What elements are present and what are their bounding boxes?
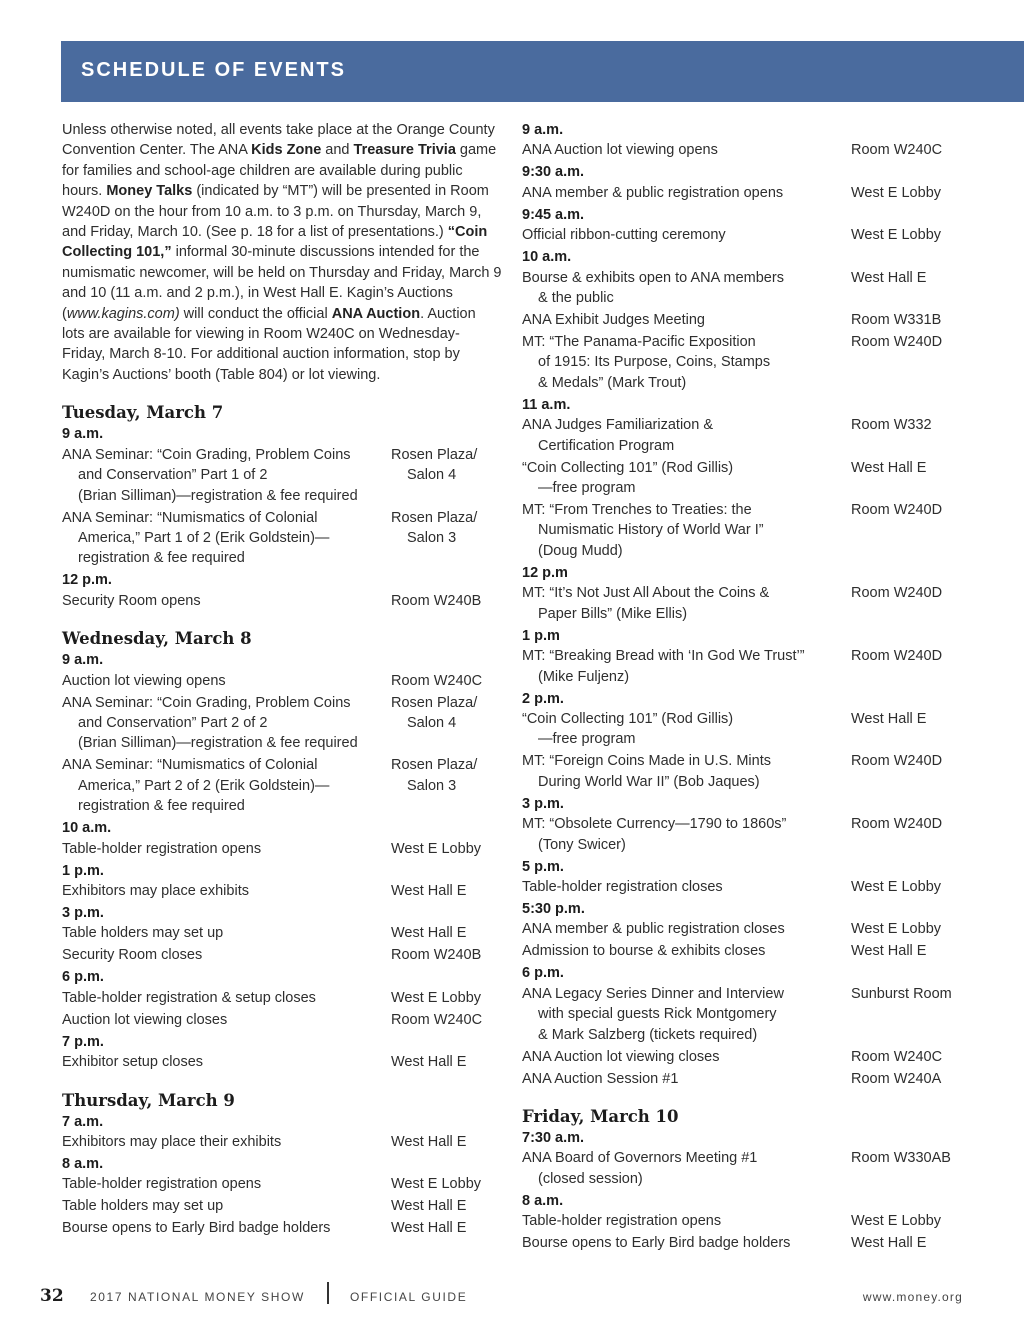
day-section — [522, 120, 982, 1089]
day-heading: Wednesday, March 8 — [62, 629, 252, 649]
event-description-line: America,” Part 1 of 2 (Erik Goldstein)— — [78, 529, 330, 546]
event-description-line: ANA Auction Session #1 — [522, 1070, 679, 1087]
event-row — [522, 751, 982, 792]
event-description — [522, 1211, 851, 1231]
event-description-line: Table holders may set up — [62, 925, 224, 942]
event-description-line: (closed session) — [538, 1170, 643, 1187]
event-description-line: registration & fee required — [78, 798, 245, 815]
event-description-line: Auction lot viewing opens — [62, 672, 226, 689]
event-description — [522, 183, 851, 203]
event-location — [391, 881, 502, 901]
event-description — [522, 646, 851, 687]
event-row — [62, 591, 502, 611]
event-location — [851, 1148, 982, 1189]
event-location-line: West Hall E — [391, 1054, 467, 1071]
event-location — [391, 1132, 502, 1152]
event-row — [522, 415, 982, 456]
event-description — [522, 1148, 851, 1189]
event-description — [62, 1174, 391, 1194]
event-description — [522, 225, 851, 245]
event-description-line: MT: “It’s Not Just All About the Coins & — [522, 585, 770, 602]
event-description — [522, 751, 851, 792]
time-heading: 7 p.m. — [62, 1033, 104, 1050]
event-description — [522, 583, 851, 624]
event-location-line: West Hall E — [851, 710, 927, 727]
event-location-line: Sunburst Room — [851, 985, 952, 1002]
event-description-line: ANA Exhibit Judges Meeting — [522, 312, 705, 329]
time-heading: 1 p.m — [522, 627, 560, 644]
event-location-line: Rosen Plaza/ — [391, 446, 478, 463]
event-description-line: Table-holder registration opens — [62, 1176, 262, 1193]
event-description-line: ANA Seminar: “Numismatics of Colonial — [62, 509, 318, 526]
left-column — [62, 120, 502, 1240]
event-description — [62, 1132, 391, 1152]
event-location-line: West Hall E — [391, 1134, 467, 1150]
event-location — [391, 508, 502, 569]
day-heading: Friday, March 10 — [522, 1106, 679, 1126]
event-description-line: Bourse & exhibits open to ANA members — [522, 269, 784, 286]
time-heading: 5:30 p.m. — [522, 900, 585, 917]
event-description-line: MT: “Breaking Bread with ‘In God We Trust’” — [522, 648, 805, 665]
time-heading: 11 a.m. — [522, 396, 571, 413]
event-location-line: West E Lobby — [851, 878, 942, 895]
intro-link-kagins[interactable]: www.kagins.com) — [66, 305, 180, 322]
event-description — [62, 755, 391, 816]
event-location — [391, 1052, 502, 1072]
event-location — [391, 988, 502, 1008]
event-location — [851, 140, 982, 160]
event-location — [391, 671, 502, 691]
time-heading: 10 a.m. — [522, 249, 572, 266]
event-location-line: Room W240C — [851, 142, 943, 159]
event-row — [522, 814, 982, 855]
intro-bold-money-talks: Money Talks — [106, 183, 193, 200]
event-location-line: West E Lobby — [851, 1213, 942, 1230]
event-description — [522, 332, 851, 393]
event-location-line: West E Lobby — [391, 840, 482, 857]
time-heading: 8 a.m. — [522, 1192, 564, 1209]
event-location-line: Room W240D — [851, 816, 943, 833]
event-description-line: & Medals” (Mark Trout) — [538, 374, 687, 391]
event-description-line: ANA Seminar: “Coin Grading, Problem Coins — [62, 694, 351, 711]
official-guide-label: OFFICIAL GUIDE — [350, 1290, 468, 1304]
event-location-line: West E Lobby — [851, 921, 942, 938]
event-description-line: ANA Auction lot viewing opens — [522, 142, 718, 159]
event-location-line: Salon 4 — [407, 714, 457, 731]
time-heading: 12 p.m — [522, 564, 568, 581]
event-location-line: Rosen Plaza/ — [391, 509, 478, 526]
event-description — [522, 1233, 851, 1253]
time-heading: 9:30 a.m. — [522, 164, 585, 181]
event-location — [391, 1196, 502, 1216]
event-description-line: MT: “Foreign Coins Made in U.S. Mints — [522, 753, 771, 770]
event-description-line: During World War II” (Bob Jaques) — [538, 773, 760, 790]
event-location — [851, 877, 982, 897]
event-description — [522, 458, 851, 499]
day-section — [62, 1091, 502, 1239]
event-description-line: ANA Legacy Series Dinner and Interview — [522, 985, 784, 1002]
event-description — [62, 881, 391, 901]
event-description-line: Exhibitors may place their exhibits — [62, 1134, 282, 1150]
event-location-line: Room W240A — [851, 1070, 942, 1087]
event-location — [391, 923, 502, 943]
event-description-line: and Conservation” Part 1 of 2 — [78, 467, 268, 484]
event-row — [522, 877, 982, 897]
event-location-line: Room W331B — [851, 312, 942, 329]
event-location — [851, 268, 982, 309]
event-description-line: Table-holder registration closes — [522, 878, 723, 895]
time-heading: 9:45 a.m. — [522, 206, 585, 223]
event-description-line: Security Room opens — [62, 592, 201, 609]
event-row — [62, 1132, 502, 1152]
event-description-line: Exhibitors may place exhibits — [62, 882, 249, 899]
event-row — [62, 508, 502, 569]
event-location-line: Room W332 — [851, 417, 932, 434]
event-row — [522, 1047, 982, 1067]
event-row — [522, 183, 982, 203]
time-heading: 10 a.m. — [62, 820, 112, 837]
event-description-line: & the public — [538, 290, 614, 307]
page-title: SCHEDULE OF EVENTS — [81, 59, 346, 81]
time-heading: 5 p.m. — [522, 858, 564, 875]
event-location — [851, 458, 982, 499]
event-row — [62, 1010, 502, 1030]
event-location-line: Room W240C — [391, 672, 483, 689]
event-location — [851, 751, 982, 792]
footer-divider — [327, 1282, 329, 1304]
event-description-line: —free program — [538, 480, 636, 497]
event-row — [62, 755, 502, 816]
website-link[interactable]: www.money.org — [862, 1290, 963, 1304]
event-description-line: ANA Seminar: “Coin Grading, Problem Coins — [62, 446, 351, 463]
event-location — [391, 945, 502, 965]
event-description-line: ANA Board of Governors Meeting #1 — [522, 1150, 758, 1167]
event-description — [522, 415, 851, 456]
event-row — [62, 693, 502, 754]
event-row — [62, 445, 502, 506]
event-description-line: Numismatic History of World War I” — [538, 522, 764, 539]
event-description — [62, 988, 391, 1008]
event-row — [62, 945, 502, 965]
event-row — [522, 268, 982, 309]
event-location-line: West Hall E — [851, 459, 927, 476]
event-description-line: (Tony Swicer) — [538, 836, 626, 853]
left-schedule — [62, 403, 502, 1239]
event-description — [522, 268, 851, 309]
time-heading: 3 p.m. — [522, 795, 564, 812]
event-location-line: Salon 4 — [407, 467, 457, 484]
time-heading: 9 a.m. — [62, 426, 104, 443]
intro-text: and — [321, 142, 354, 159]
time-heading: 6 p.m. — [62, 969, 104, 986]
event-description — [62, 839, 391, 859]
publication-name: 2017 NATIONAL MONEY SHOW — [90, 1290, 305, 1304]
intro-text: . Auction lots are available for viewing in Room W240C on Wednesday-Friday, March 8-10. For additional auction information, stop by Kagin’s Auctions’ booth (Table 804) or lot viewing. — [62, 305, 476, 383]
event-location-line: Room W240B — [391, 592, 482, 609]
event-location — [851, 1069, 982, 1089]
event-description-line: (Doug Mudd) — [538, 542, 623, 559]
event-description-line: ANA member & public registration closes — [522, 921, 785, 938]
event-location — [391, 755, 502, 816]
event-location-line: Rosen Plaza/ — [391, 757, 478, 774]
time-heading: 12 p.m. — [62, 572, 112, 589]
time-heading: 9 a.m. — [522, 122, 564, 138]
event-row — [62, 1174, 502, 1194]
day-heading: Thursday, March 9 — [62, 1090, 235, 1110]
event-description-line: registration & fee required — [78, 550, 245, 567]
event-location — [391, 1218, 502, 1238]
event-description-line: Table-holder registration & setup closes — [62, 989, 316, 1006]
day-section — [522, 1107, 982, 1254]
event-row — [522, 310, 982, 330]
event-row — [522, 583, 982, 624]
event-description-line: Official ribbon-cutting ceremony — [522, 227, 726, 244]
event-description-line: MT: “The Panama-Pacific Exposition — [522, 334, 756, 351]
event-location-line: West E Lobby — [851, 184, 942, 201]
event-description — [522, 140, 851, 160]
event-location — [851, 225, 982, 245]
intro-text: Unless otherwise noted, all events take place at the Orange County Convention Center. The ANA — [62, 122, 495, 159]
intro-text: game for families and school-age children are available during public hours. — [62, 142, 497, 200]
event-row — [522, 1211, 982, 1231]
event-location-line: West Hall E — [851, 269, 927, 286]
event-row — [522, 941, 982, 961]
event-location — [851, 583, 982, 624]
event-description — [522, 919, 851, 939]
event-description — [522, 877, 851, 897]
event-description-line: Admission to bourse & exhibits closes — [522, 943, 766, 960]
event-description — [62, 1218, 391, 1238]
event-location — [851, 984, 982, 1045]
event-description-line: Bourse opens to Early Bird badge holders — [522, 1235, 791, 1252]
event-description — [62, 1010, 391, 1030]
event-description-line: —free program — [538, 731, 636, 748]
intro-text: (indicated by “MT”) will be presented in Room W240D on the hour from 10 a.m. to 3 p.m. on Thursday, March 9, and Friday, March 10. (See p. 18 for a list of presentations.) — [62, 183, 489, 241]
event-row — [522, 1233, 982, 1253]
event-description — [522, 310, 851, 330]
event-description — [62, 445, 391, 506]
event-description-line: (Brian Silliman)—registration & fee required — [78, 487, 358, 504]
event-location-line: West Hall E — [391, 1220, 467, 1237]
event-description — [522, 984, 851, 1045]
event-location — [851, 919, 982, 939]
event-location-line: Salon 3 — [407, 529, 457, 546]
event-location-line: Salon 3 — [407, 777, 457, 794]
event-description-line: MT: “From Trenches to Treaties: the — [522, 502, 752, 519]
event-description-line: with special guests Rick Montgomery — [538, 1006, 777, 1023]
event-location — [851, 646, 982, 687]
event-location — [391, 445, 502, 506]
event-location — [391, 591, 502, 611]
event-location-line: Room W240D — [851, 585, 943, 602]
time-heading: 3 p.m. — [62, 904, 104, 921]
event-description — [62, 591, 391, 611]
event-location-line: Rosen Plaza/ — [391, 694, 478, 711]
event-location-line: Room W240D — [851, 753, 943, 770]
event-description — [62, 945, 391, 965]
event-description-line: Table-holder registration opens — [62, 840, 262, 857]
time-heading: 2 p.m. — [522, 690, 564, 707]
event-description — [522, 814, 851, 855]
event-location-line: West Hall E — [851, 1235, 927, 1252]
time-heading: 7 a.m. — [62, 1113, 104, 1130]
event-description — [522, 709, 851, 750]
intro-bold-treasure-trivia: Treasure Trivia — [353, 142, 456, 159]
event-location-line: Room W240B — [391, 947, 482, 964]
event-description-line: & Mark Salzberg (tickets required) — [538, 1026, 758, 1043]
event-description-line: Table holders may set up — [62, 1198, 224, 1215]
day-section — [62, 403, 502, 611]
event-description-line: and Conservation” Part 2 of 2 — [78, 714, 268, 731]
event-description — [62, 923, 391, 943]
right-column — [522, 120, 982, 1255]
event-location — [851, 183, 982, 203]
event-location-line: West Hall E — [391, 1198, 467, 1215]
event-location-line: West Hall E — [391, 882, 467, 899]
event-description-line: “Coin Collecting 101” (Rod Gillis) — [522, 459, 734, 476]
event-location-line: West Hall E — [391, 925, 467, 942]
event-description-line: (Mike Fuljenz) — [538, 668, 630, 685]
event-description — [522, 1069, 851, 1089]
event-location-line: West E Lobby — [391, 989, 482, 1006]
event-location-line: Room W330AB — [851, 1150, 951, 1167]
event-row — [62, 923, 502, 943]
event-description — [62, 671, 391, 691]
right-schedule — [522, 120, 982, 1254]
event-description — [62, 1052, 391, 1072]
event-row — [522, 1069, 982, 1089]
day-section — [62, 629, 502, 1072]
event-description-line: “Coin Collecting 101” (Rod Gillis) — [522, 710, 734, 727]
intro-paragraph — [62, 120, 502, 385]
event-row — [522, 458, 982, 499]
event-location — [851, 1211, 982, 1231]
event-location-line: Room W240C — [391, 1011, 483, 1028]
event-description-line: ANA Judges Familiarization & — [522, 417, 713, 434]
event-row — [522, 919, 982, 939]
page-number: 32 — [40, 1286, 64, 1306]
event-description-line: (Brian Silliman)—registration & fee required — [78, 735, 358, 752]
event-description — [62, 508, 391, 569]
event-description — [62, 693, 391, 754]
event-location-line: West E Lobby — [851, 227, 942, 244]
time-heading: 9 a.m. — [62, 652, 104, 669]
event-location — [851, 332, 982, 393]
event-row — [522, 225, 982, 245]
event-description — [522, 941, 851, 961]
event-description-line: of 1915: Its Purpose, Coins, Stamps — [538, 354, 771, 371]
event-location — [851, 814, 982, 855]
intro-text: will conduct the official — [179, 305, 332, 322]
footer — [0, 1286, 1024, 1310]
event-row — [522, 332, 982, 393]
event-row — [62, 988, 502, 1008]
header-banner — [61, 41, 1024, 102]
event-location — [851, 310, 982, 330]
event-description-line: Security Room closes — [62, 947, 203, 964]
event-description-line: Auction lot viewing closes — [62, 1011, 228, 1028]
event-description-line: ANA Auction lot viewing closes — [522, 1048, 720, 1065]
event-description-line: Paper Bills” (Mike Ellis) — [538, 605, 688, 622]
event-description — [522, 1047, 851, 1067]
event-location — [391, 1010, 502, 1030]
event-location — [851, 500, 982, 561]
event-location — [391, 693, 502, 754]
event-description — [522, 500, 851, 561]
event-location — [851, 709, 982, 750]
event-description-line: America,” Part 2 of 2 (Erik Goldstein)— — [78, 777, 330, 794]
event-row — [62, 1218, 502, 1238]
event-row — [522, 984, 982, 1045]
event-row — [522, 1148, 982, 1189]
event-description-line: MT: “Obsolete Currency—1790 to 1860s” — [522, 816, 787, 833]
event-row — [522, 500, 982, 561]
event-row — [522, 646, 982, 687]
event-location-line: Room W240C — [851, 1048, 943, 1065]
intro-bold-kids-zone: Kids Zone — [251, 142, 322, 159]
event-row — [62, 1052, 502, 1072]
intro-bold-ana-auction: ANA Auction — [331, 305, 421, 322]
event-row — [522, 140, 982, 160]
event-row — [62, 671, 502, 691]
event-location-line: Room W240D — [851, 502, 943, 519]
event-location-line: West Hall E — [851, 943, 927, 960]
event-description-line: Exhibitor setup closes — [62, 1054, 204, 1071]
event-description-line: Bourse opens to Early Bird badge holders — [62, 1220, 331, 1237]
time-heading: 1 p.m. — [62, 862, 104, 879]
event-location — [391, 839, 502, 859]
event-location — [851, 415, 982, 456]
event-description-line: ANA member & public registration opens — [522, 184, 784, 201]
event-row — [62, 839, 502, 859]
event-row — [522, 709, 982, 750]
time-heading: 7:30 a.m. — [522, 1129, 585, 1146]
event-location — [851, 941, 982, 961]
event-description — [62, 1196, 391, 1216]
event-location — [851, 1233, 982, 1253]
event-row — [62, 1196, 502, 1216]
event-location — [851, 1047, 982, 1067]
time-heading: 6 p.m. — [522, 965, 564, 982]
event-location-line: West E Lobby — [391, 1176, 482, 1193]
intro-text: informal 30-minute discussions intended for the numismatic newcomer, will be held on Thursday and Friday, March 9 and 10 (11 a.m. and 2 p.m.), in West Hall E. Kagin’s Auctions ( — [62, 244, 502, 322]
event-description-line: ANA Seminar: “Numismatics of Colonial — [62, 757, 318, 774]
event-row — [62, 881, 502, 901]
event-location — [391, 1174, 502, 1194]
event-description-line: Certification Program — [538, 437, 675, 454]
event-location-line: Room W240D — [851, 334, 943, 351]
event-location-line: Room W240D — [851, 648, 943, 665]
day-heading: Tuesday, March 7 — [62, 403, 224, 423]
event-description-line: Table-holder registration opens — [522, 1213, 722, 1230]
time-heading: 8 a.m. — [62, 1156, 104, 1172]
intro-bold-coin-collecting: “Coin Collecting 101,” — [62, 224, 488, 261]
